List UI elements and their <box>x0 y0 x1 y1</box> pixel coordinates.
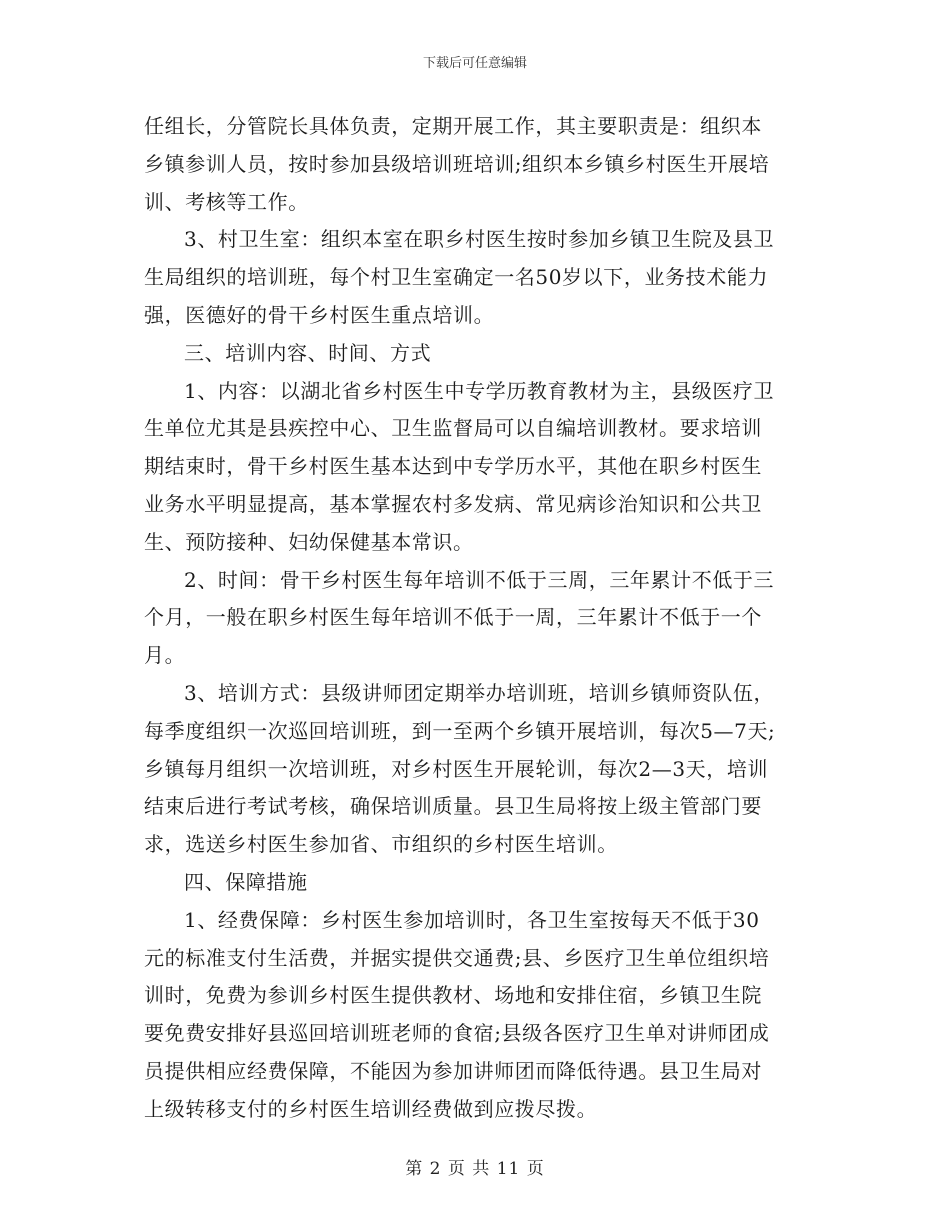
text-line: 生、预防接种、妇幼保健基本常识。 <box>144 529 474 554</box>
text-line: 要免费安排好县巡回培训班老师的食宿;县级各医疗卫生单对讲师团成 <box>144 1021 770 1046</box>
text-line: 2、时间：骨干乡村医生每年培训不低于三周，三年累计不低于三 <box>184 567 775 592</box>
paragraph <box>144 902 812 1129</box>
text-line: 月。 <box>144 643 186 668</box>
text-line: 训、考核等工作。 <box>144 189 309 214</box>
text-line: 四、保障措施 <box>184 869 308 894</box>
paragraph <box>144 675 812 864</box>
text-line: 上级转移支付的乡村医生培训经费做到应拨尽拨。 <box>144 1096 598 1121</box>
page-header: 下载后可任意编辑 <box>422 56 527 71</box>
text-line: 三、培训内容、时间、方式 <box>184 340 432 365</box>
text-line: 任组长，分管院长具体负责，定期开展工作，其主要职责是：组织本 <box>144 114 762 138</box>
text-line: 员提供相应经费保障，不能因为参加讲师团而降低待遇。县卫生局对 <box>144 1058 762 1083</box>
section-heading <box>144 335 812 373</box>
text-line: 业务水平明显提高，基本掌握农村多发病、常见病诊治知识和公共卫 <box>144 491 762 516</box>
text-line: 生单位尤其是县疾控中心、卫生监督局可以自编培训教材。要求培训 <box>144 416 762 441</box>
text-line: 求，选送乡村医生参加省、市组织的乡村医生培训。 <box>144 832 618 857</box>
text-line: 训时，免费为参训乡村医生提供教材、场地和安排住宿，乡镇卫生院 <box>144 983 762 1008</box>
text-line: 强，医德好的骨干乡村医生重点培训。 <box>144 302 495 327</box>
section-heading <box>144 864 812 902</box>
text-line: 每季度组织一次巡回培训班，到一至两个乡镇开展培训，每次5—7天; <box>144 718 776 743</box>
page-number-footer: 第 2 页 共 11 页 <box>405 1159 545 1179</box>
text-line: 乡镇每月组织一次培训班，对乡村医生开展轮训，每次2—3天，培训 <box>144 756 769 781</box>
paragraph <box>144 373 812 562</box>
text-line: 期结束时，骨干乡村医生基本达到中专学历水平，其他在职乡村医生 <box>144 454 762 479</box>
text-line: 3、村卫生室：组织本室在职乡村医生按时参加乡镇卫生院及县卫 <box>184 227 775 252</box>
text-line: 1、经费保障：乡村医生参加培训时，各卫生室按每天不低于30 <box>184 907 760 932</box>
text-line: 生局组织的培训班，每个村卫生室确定一名50岁以下，业务技术能力 <box>144 265 769 290</box>
text-line: 1、内容：以湖北省乡村医生中专学历教育教材为主，县级医疗卫 <box>184 378 775 403</box>
text-line: 乡镇参训人员，按时参加县级培训班培训;组织本乡镇乡村医生开展培 <box>144 151 770 176</box>
text-line: 3、培训方式：县级讲师团定期举办培训班，培训乡镇师资队伍， <box>184 680 775 705</box>
paragraph <box>144 221 812 334</box>
text-line: 结束后进行考试考核，确保培训质量。县卫生局将按上级主管部门要 <box>144 794 762 819</box>
paragraph <box>144 108 812 221</box>
document-body <box>144 108 812 1129</box>
text-line: 元的标准支付生活费，并据实提供交通费;县、乡医疗卫生单位组织培 <box>144 945 770 970</box>
paragraph <box>144 562 812 675</box>
text-line: 个月，一般在职乡村医生每年培训不低于一周，三年累计不低于一个 <box>144 605 762 630</box>
